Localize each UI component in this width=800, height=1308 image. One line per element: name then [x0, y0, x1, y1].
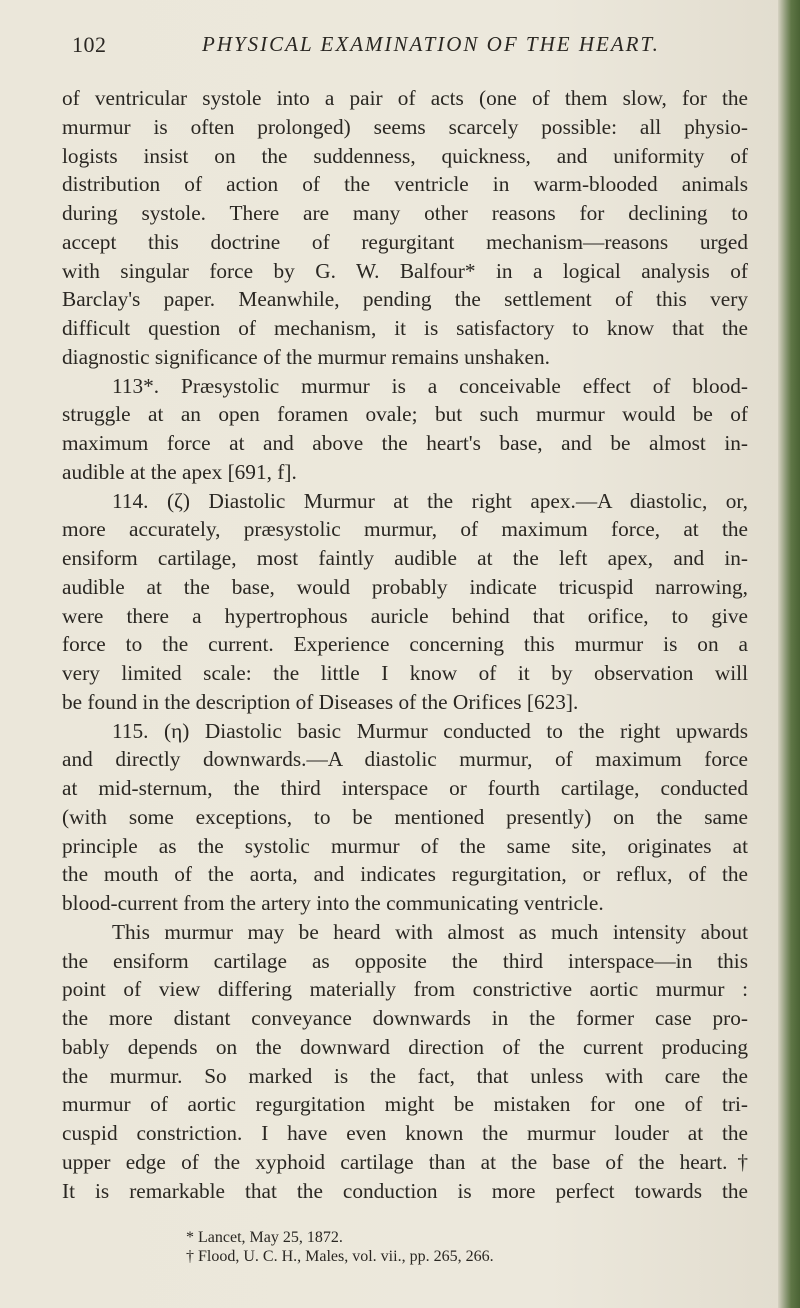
text-line: difficult question of mechanism, it is satisfactory to know that the — [62, 316, 748, 340]
text-line: very limited scale: the little I know of it by observation will — [62, 661, 748, 685]
paragraph-115-start: 115. (η) Diastolic basic Murmur conducted to the right upwards — [112, 718, 748, 743]
paragraph-113-start: 113*. Præsystolic murmur is a conceivable effect of blood- — [112, 373, 748, 398]
text-line: accept this doctrine of regurgitant mechanism—reasons urged — [62, 229, 748, 254]
text-line: more accurately, præsystolic murmur, of maximum force, at the — [62, 517, 748, 542]
text-line: force to the current. Experience concerning this murmur is on a — [62, 632, 748, 657]
text-line: Barclay's paper. Meanwhile, pending the settlement of this very — [62, 287, 748, 312]
text-line: diagnostic significance of the murmur remains unshaken. — [62, 344, 550, 369]
text-line: murmur is often prolonged) seems scarcely possible: all physio- — [62, 114, 748, 139]
text-line: murmur of aortic regurgitation might be mistaken for one of tri- — [62, 1092, 748, 1117]
text-line: be found in the description of Diseases of the Orifices [623]. — [62, 689, 579, 714]
text-line: the mouth of the aorta, and indicates regurgitation, or reflux, of the — [62, 862, 748, 887]
page-edge-shadow — [778, 0, 800, 1308]
text-line: the murmur. So marked is the fact, that unless with care the — [62, 1063, 748, 1088]
text-line: and directly downwards.—A diastolic murmur, of maximum force — [62, 747, 748, 772]
text-line: struggle at an open foramen ovale; but such murmur would be of — [62, 402, 748, 427]
text-line: logists insist on the suddenness, quickness, and uniformity of — [62, 143, 748, 168]
paragraph-start: This murmur may be heard with almost as much intensity about — [112, 919, 748, 944]
text-line: with singular force by G. W. Balfour* in a logical analysis of — [62, 258, 748, 283]
text-line: bably depends on the downward direction of the current producing — [62, 1034, 748, 1059]
text-line: distribution of action of the ventricle in warm-blooded animals — [62, 172, 748, 197]
paragraph-114-start: 114. (ζ) Diastolic Murmur at the right apex.—A diastolic, or, — [112, 488, 748, 513]
text-line: audible at the base, would probably indicate tricuspid narrowing, — [62, 574, 748, 599]
text-line: of ventricular systole into a pair of acts (one of them slow, for the — [62, 86, 748, 110]
text-line: audible at the apex [691, f]. — [62, 459, 297, 484]
text-line: (with some exceptions, to be mentioned presently) on the same — [62, 804, 748, 829]
text-line: cuspid constriction. I have even known the murmur louder at the — [62, 1121, 748, 1145]
footnote: † Flood, U. C. H., Males, vol. vii., pp. 265, 266. — [186, 1248, 494, 1265]
text-line: during systole. There are many other reasons for declining to — [62, 201, 748, 225]
text-line: ensiform cartilage, most faintly audible at the left apex, and in- — [62, 546, 748, 570]
text-line: were there a hypertrophous auricle behind that orifice, to give — [62, 603, 748, 628]
page-header — [72, 28, 740, 68]
running-title: PHYSICAL EXAMINATION OF THE HEART. — [202, 32, 660, 56]
text-line: It is remarkable that the conduction is more perfect towards the — [62, 1178, 748, 1203]
footnotes — [186, 1228, 686, 1266]
page-number: 102 — [72, 32, 107, 57]
text-line: blood-current from the artery into the communicating ventricle. — [62, 891, 604, 915]
text-line: at mid-sternum, the third interspace or fourth cartilage, conducted — [62, 776, 748, 800]
footnote: * Lancet, May 25, 1872. — [186, 1229, 343, 1246]
text-line: the more distant conveyance downwards in the former case pro- — [62, 1006, 748, 1030]
text-line: maximum force at and above the heart's base, and be almost in- — [62, 431, 748, 455]
body-text — [62, 84, 748, 1205]
text-line: the ensiform cartilage as opposite the third interspace—in this — [62, 948, 748, 973]
text-line: upper edge of the xyphoid cartilage than at the base of the heart.† — [62, 1149, 748, 1174]
text-line: principle as the systolic murmur of the same site, originates at — [62, 833, 748, 858]
text-line: point of view differing materially from constrictive aortic murmur : — [62, 977, 748, 1002]
